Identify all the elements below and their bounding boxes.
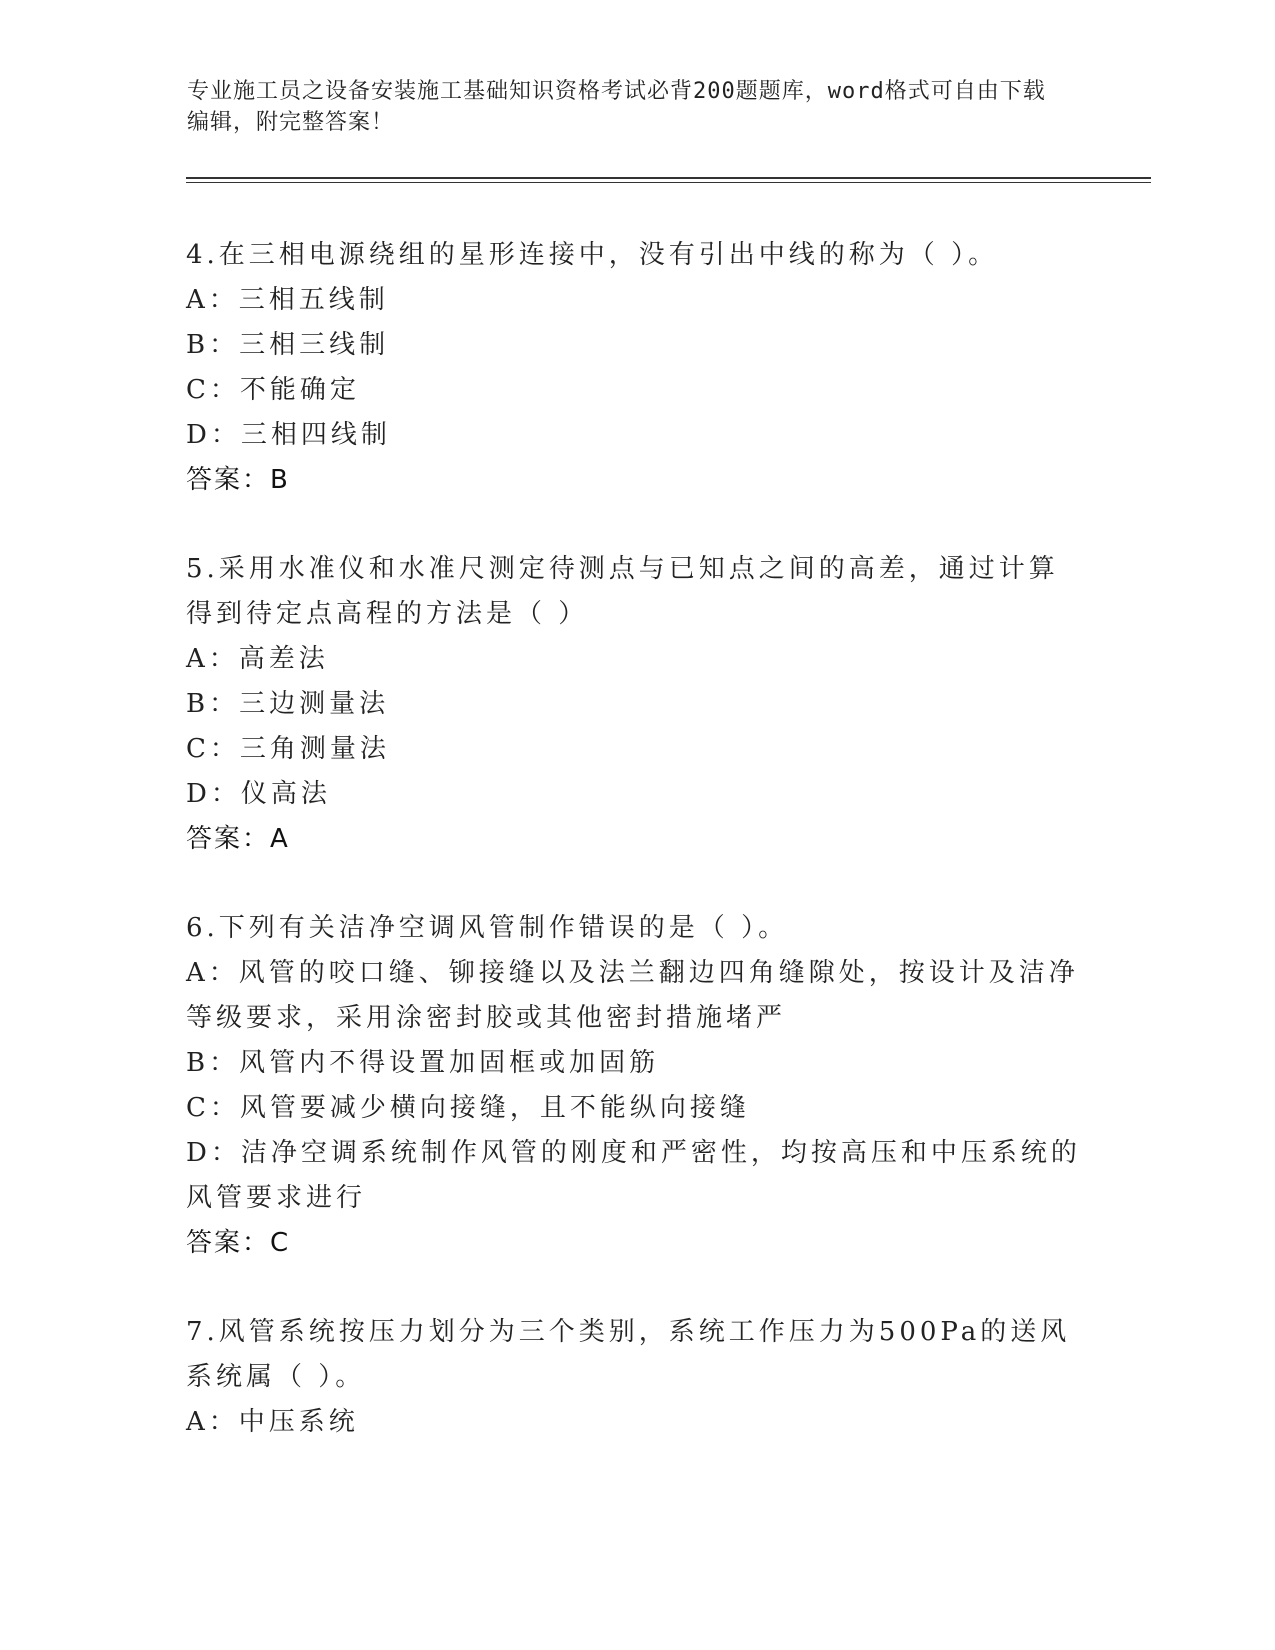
- question-5: [186, 547, 1086, 862]
- option-c: C：不能确定: [186, 375, 360, 405]
- question-stem: 6.下列有关洁净空调风管制作错误的是（ ）。: [186, 913, 789, 943]
- document-header: 专业施工员之设备安装施工基础知识资格考试必背200题题库，word格式可自由下载编辑，附完整答案！: [187, 79, 1046, 135]
- option-c: C：三角测量法: [186, 734, 390, 764]
- question-list: [186, 233, 1086, 1489]
- question-stem: 7.风管系统按压力划分为三个类别，系统工作压力为500Pa的送风系统属（ ）。: [186, 1317, 1071, 1392]
- option-a: A：中压系统: [186, 1407, 359, 1437]
- option-b: B：三相三线制: [186, 330, 390, 360]
- option-a: A：高差法: [186, 644, 329, 674]
- answer-line: 答案：A: [186, 824, 290, 854]
- option-d: D：仪高法: [186, 779, 331, 809]
- question-7: [186, 1310, 1086, 1445]
- question-4: [186, 233, 1086, 503]
- question-6: [186, 906, 1086, 1266]
- option-c: C：风管要减少横向接缝，且不能纵向接缝: [186, 1093, 750, 1123]
- option-a: A：三相五线制: [186, 285, 389, 315]
- question-stem: 4.在三相电源绕组的星形连接中，没有引出中线的称为（ ）。: [186, 240, 999, 270]
- option-d: D：洁净空调系统制作风管的刚度和严密性，均按高压和中压系统的风管要求进行: [186, 1138, 1081, 1213]
- header-divider: [186, 177, 1151, 179]
- answer-line: 答案：B: [186, 465, 290, 495]
- option-a: A：风管的咬口缝、铆接缝以及法兰翻边四角缝隙处，按设计及洁净等级要求，采用涂密封胶或其他密封措施堵严: [186, 958, 1079, 1033]
- option-b: B：三边测量法: [186, 689, 390, 719]
- answer-line: 答案：C: [186, 1228, 291, 1258]
- question-stem: 5.采用水准仪和水准尺测定待测点与已知点之间的高差，通过计算得到待定点高程的方法是（ ）: [186, 554, 1059, 629]
- option-b: B：风管内不得设置加固框或加固筋: [186, 1048, 660, 1078]
- header-divider-thin: [186, 182, 1151, 183]
- option-d: D：三相四线制: [186, 420, 391, 450]
